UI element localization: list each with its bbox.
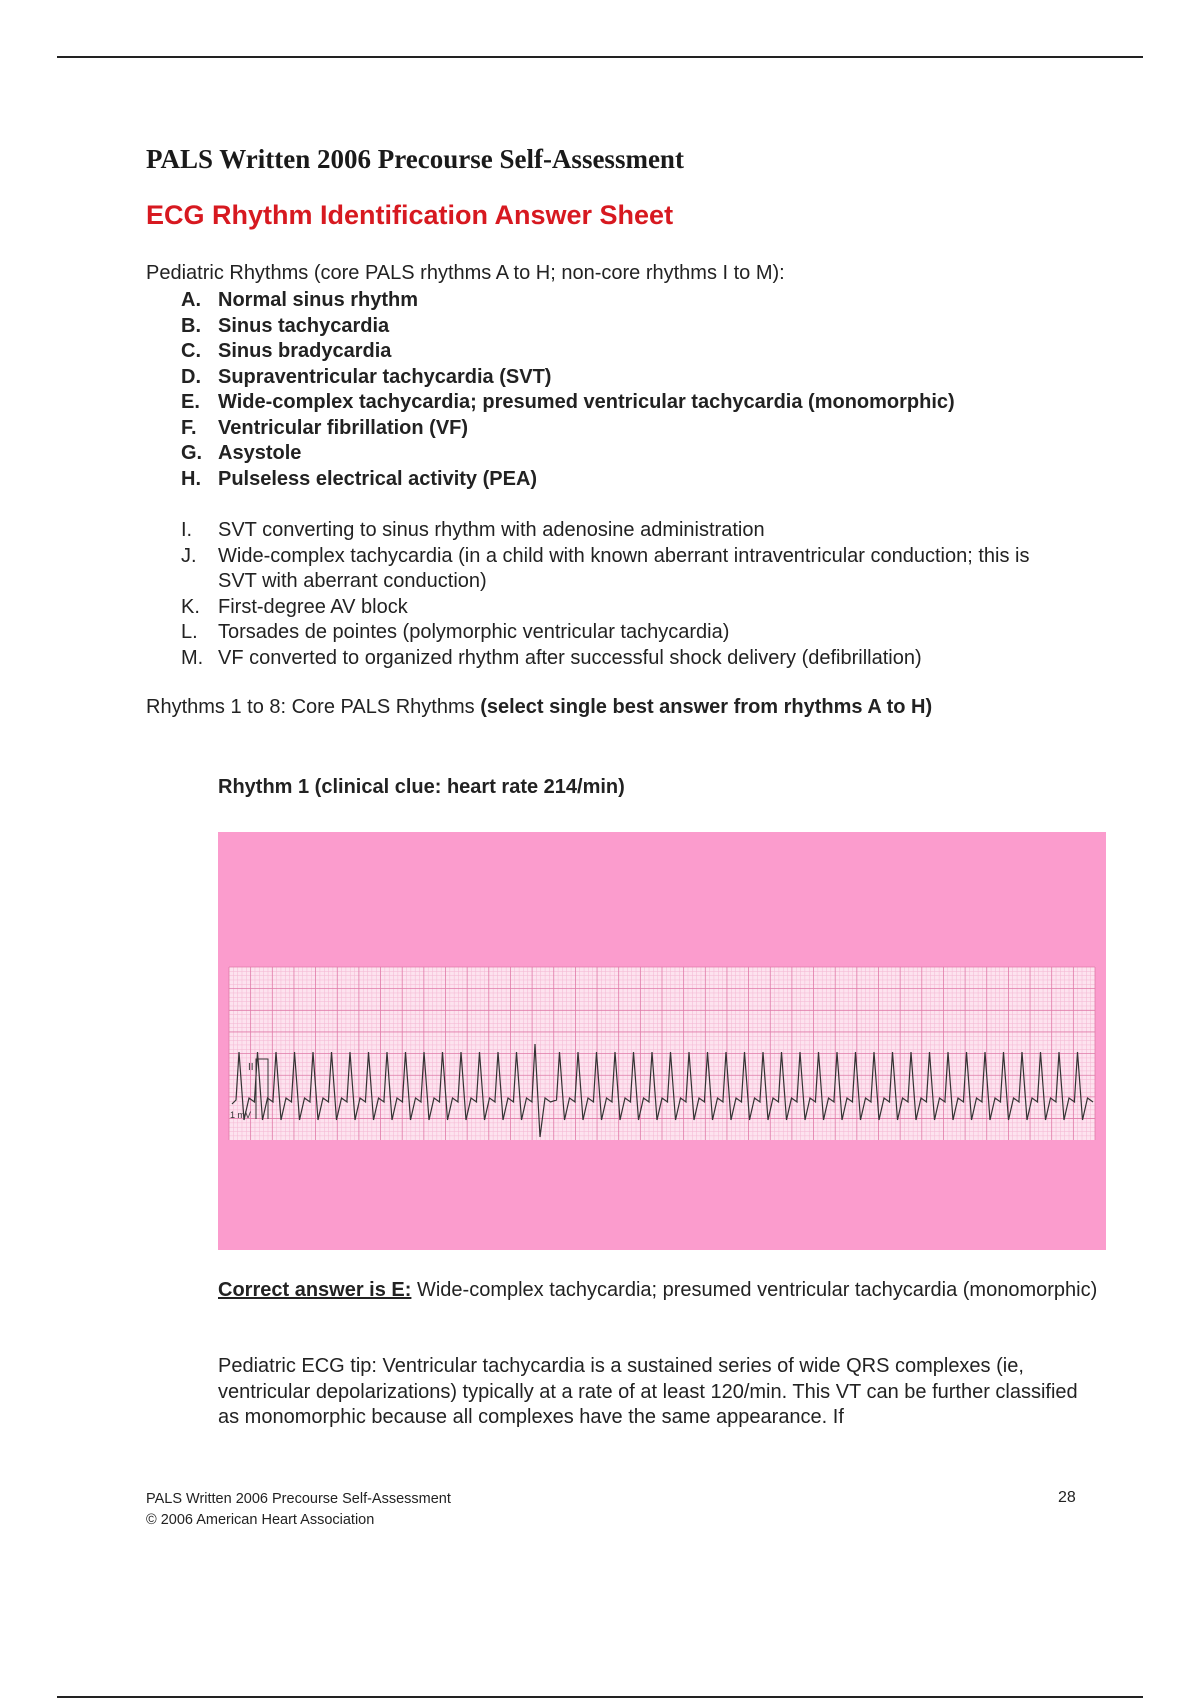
list-item [181,288,955,314]
list-item [181,646,1081,672]
list-text: Wide-complex tachycardia (in a child with known aberrant intraventricular conduction; this is SVT with aberrant conduction) [218,544,1030,592]
list-letter: B. [181,314,201,337]
list-letter: D. [181,365,201,388]
list-item [181,544,1081,595]
list-letter: F. [181,416,197,439]
footer-title: PALS Written 2006 Precourse Self-Assessment [146,1491,451,1507]
page-number: 28 [1058,1489,1076,1506]
list-letter: A. [181,289,201,311]
list-letter: M. [181,646,204,669]
correct-answer [218,1278,1098,1303]
list-text: Pulseless electrical activity (PEA) [218,467,538,490]
list-item [181,365,955,391]
list-item [181,390,955,416]
ecg-lead-label: II [248,1062,254,1073]
list-text: Torsades de pointes (polymorphic ventricular tachycardia) [218,621,730,643]
list-text: Sinus bradycardia [218,340,392,362]
rhythm-heading: Rhythm 1 (clinical clue: heart rate 214/min) [218,776,625,798]
bottom-rule [57,1696,1143,1698]
list-letter: E. [181,391,200,413]
ecg-grid-major [229,967,1095,1140]
list-letter: K. [181,595,200,618]
answer-sheet-title: ECG Rhythm Identification Answer Sheet [146,200,674,230]
list-item [181,416,955,442]
list-text: Supraventricular tachycardia (SVT) [218,365,552,388]
list-item [181,314,955,340]
list-letter: C. [181,340,201,362]
list-item [181,518,1081,544]
footer-copyright: © 2006 American Heart Association [146,1512,375,1528]
list-text: SVT converting to sinus rhythm with adenosine administration [218,519,765,541]
list-item [181,339,955,365]
list-letter: H. [181,467,201,490]
list-text: VF converted to organized rhythm after successful shock delivery (defibrillation) [218,646,922,669]
list-item [181,467,955,493]
list-letter: G. [181,442,203,464]
ecg-strip-svg [218,832,1106,1250]
list-item [181,441,955,467]
list-text: Wide-complex tachycardia; presumed ventricular tachycardia (monomorphic) [218,391,955,413]
section-instruction-bold: (select single best answer from rhythms A to H) [480,696,933,718]
list-text: Ventricular fibrillation (VF) [218,416,469,439]
list-item [181,595,1081,621]
top-rule [57,56,1143,58]
noncore-rhythm-list [181,518,1081,671]
ecg-tip: Pediatric ECG tip: Ventricular tachycardia is a sustained series of wide QRS complexes (ie, ventricular depolarizations) typically at a rate of at least 120/min. This VT can be further classified as monomorphic because all complexes have the same appearance. If [218,1355,1078,1428]
correct-answer-text: Wide-complex tachycardia; presumed ventricular tachycardia (monomorphic) [411,1279,1098,1301]
core-rhythm-list [181,288,955,492]
list-text: Sinus tachycardia [218,314,390,337]
document-title: PALS Written 2006 Precourse Self-Assessment [146,144,684,174]
list-letter: I. [181,519,193,541]
list-item [181,620,1081,646]
footer [146,1489,451,1531]
correct-answer-label: Correct answer is E: [218,1279,412,1301]
list-letter: L. [181,621,198,643]
section-instruction [146,696,932,719]
ecg-rhythm-image [218,832,1106,1250]
rhythm-list-intro: Pediatric Rhythms (core PALS rhythms A to H; non-core rhythms I to M): [146,262,785,284]
list-letter: J. [181,544,197,567]
section-prefix: Rhythms 1 to 8: Core PALS Rhythms [146,696,481,718]
ecg-calibration-label: 1 mV [230,1110,252,1120]
list-text: Normal sinus rhythm [218,289,419,311]
list-text: First-degree AV block [218,595,408,618]
list-text: Asystole [218,442,302,464]
